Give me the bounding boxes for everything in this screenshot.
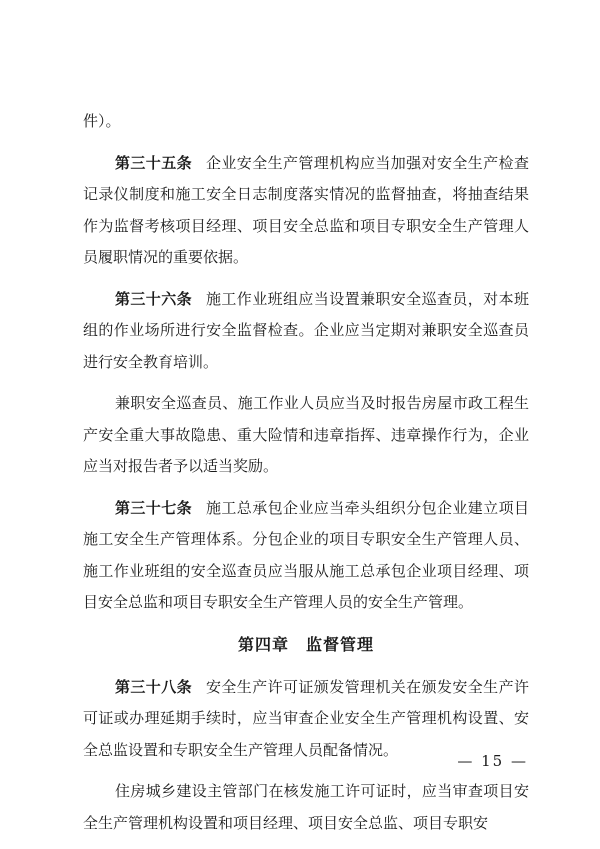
page-number: — 15 — (457, 752, 528, 770)
paragraph-text: 兼职安全巡查员、施工作业人员应当及时报告房屋市政工程生产安全重大事故隐患、重大险情和违章指挥、违章操作行为，企业应当对报告者予以适当奖励。 (83, 394, 529, 475)
paragraph-text: 件）。 (83, 112, 121, 130)
paragraph-text: 住房城乡建设主管部门在核发施工许可证时，应当审查项目安全生产管理机构设置和项目经理、项目安全总监、项目专职安 (83, 782, 529, 832)
chapter-heading: 第四章 监督管理 (237, 634, 374, 654)
article-36-paragraph-2 (83, 388, 529, 483)
document-body (83, 106, 529, 849)
article-text: 企业安全生产管理机构应当加强对安全生产检查记录仪制度和施工安全日志制度落实情况的监督抽查，将抽查结果作为监督考核项目经理、项目安全总监和项目专职安全生产管理人员履职情况的重要依据。 (83, 153, 529, 266)
article-text: 施工作业班组应当设置兼职安全巡查员，对本班组的作业场所进行安全监督检查。企业应当定期对兼职安全巡查员进行安全教育培训。 (83, 289, 529, 371)
article-38-paragraph-2 (83, 776, 529, 839)
article-number: 第三十五条 (115, 153, 192, 172)
article-number: 第三十七条 (115, 498, 192, 517)
article-text: 安全生产许可证颁发管理机关在颁发安全生产许可证或办理延期手续时，应当审查企业安全生产管理机构设置、安全总监设置和专职安全生产管理人员配备情况。 (83, 677, 529, 759)
article-number: 第三十八条 (115, 677, 192, 696)
article-35 (83, 148, 529, 274)
article-37 (83, 493, 529, 619)
article-number: 第三十六条 (115, 289, 192, 308)
article-text: 施工总承包企业应当牵头组织分包企业建立项目施工安全生产管理体系。分包企业的项目专职安全生产管理人员、施工作业班组的安全巡查员应当服从施工总承包企业项目经理、项目安全总监和项目专职安全生产管理人员的安全生产管理。 (83, 498, 529, 611)
article-36 (83, 284, 529, 379)
paragraph-continuation (83, 106, 529, 138)
